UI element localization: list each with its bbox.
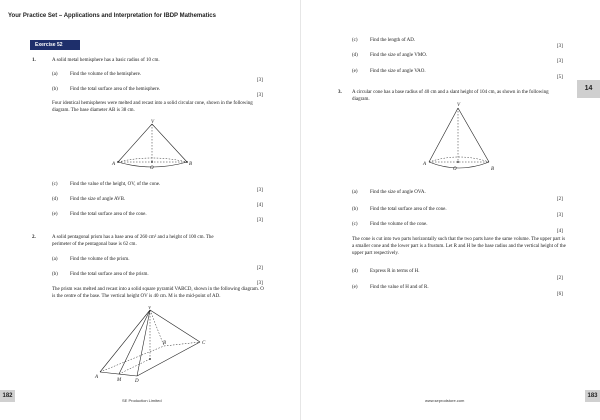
q3a-mark: [2]	[557, 197, 563, 202]
q1e-mark: [3]	[257, 218, 263, 223]
exercise-badge: Exercise 52	[30, 40, 80, 50]
q2-diagram-label-a: A	[95, 375, 99, 380]
q1d-label: (d)	[52, 197, 58, 202]
q2b-mark: [3]	[257, 281, 263, 286]
q2e-text: Find the size of angle VAO.	[370, 69, 426, 74]
q3d-mark: [2]	[557, 276, 563, 281]
q2d-mark: [3]	[557, 59, 563, 64]
q1-text: A solid metal hemisphere has a basic radius of 10 cm.	[52, 58, 160, 63]
q2a-text: Find the volume of the prism.	[70, 257, 130, 262]
q3e-text: Find the value of H and of R.	[370, 285, 429, 290]
q3-diagram-label-a: A	[423, 162, 427, 167]
q3b-label: (b)	[352, 207, 358, 212]
q3c-label: (c)	[352, 222, 358, 227]
q2c-mark: [3]	[557, 44, 563, 49]
q1a-mark: [3]	[257, 78, 263, 83]
q3e-label: (e)	[352, 285, 358, 290]
q3-diagram-label-v: V	[457, 103, 461, 108]
q3a-text: Find the size of angle OVA.	[370, 190, 426, 195]
q2a-label: (a)	[52, 257, 58, 262]
q2-text-line1: A solid pentagonal prism has a base area of 260 cm² and a height of 100 cm. The	[52, 235, 214, 240]
q2-diagram-label-m: M	[117, 378, 122, 382]
q2-number: 2.	[32, 235, 36, 240]
q3d-text: Express R in terms of H.	[370, 269, 420, 274]
q2b-text: Find the total surface area of the prism.	[70, 272, 149, 277]
page-number-left: 182	[0, 390, 15, 402]
q3-text: A circular cone has a base radius of 40 cm and a slant height of 104 cm, as shown in the following diagram.	[352, 90, 549, 102]
q1c-mark: [3]	[257, 188, 263, 193]
q2-diagram-label-d: D	[135, 379, 139, 382]
q1-diagram-label-o: O	[150, 166, 154, 171]
q2e-mark: [5]	[557, 75, 563, 80]
q1d-text: Find the size of angle AVB.	[70, 197, 126, 202]
q1b-mark: [3]	[257, 93, 263, 98]
q1e-text: Find the total surface area of the cone.	[70, 212, 147, 217]
q1a-text: Find the volume of the hemisphere.	[70, 72, 142, 77]
q2e-label: (e)	[352, 69, 358, 74]
q2-diagram-label-b: B	[163, 341, 167, 346]
q1a-label: (a)	[52, 72, 58, 77]
chapter-tab: 14	[577, 80, 600, 98]
footer-left: SE Production Limited	[122, 398, 162, 403]
q1-diagram-label-v: V	[151, 120, 155, 125]
q2c-text: Find the length of AD.	[370, 38, 416, 43]
page-number-right: 183	[585, 390, 600, 402]
q3c-mark: [4]	[557, 229, 563, 234]
q2-paragraph: The prism was melted and recast into a solid square pyramid VABCD, shown in the following diagram. O is the centre of the base. The vertical height OV is 40 cm. M is the mid-point of AD.	[52, 287, 264, 299]
q1-diagram-label-a: A	[112, 162, 116, 167]
q3-paragraph: The cone is cut into two parts horizontally such that the two parts have the same volume. The upper part is a smaller cone and the lower part is a frustum. Let R and H be the base radius and the vertical height of the upper part respectively.	[352, 237, 566, 256]
q2a-mark: [2]	[257, 266, 263, 271]
q1e-label: (e)	[52, 212, 58, 217]
q1-number: 1.	[32, 58, 36, 63]
running-head: Your Practice Set – Applications and Interpretation for IBDP Mathematics	[8, 13, 216, 19]
q1c-label: (c)	[52, 182, 58, 187]
q3-diagram-label-o: O	[453, 167, 457, 172]
q1b-label: (b)	[52, 87, 58, 92]
q1b-text: Find the total surface area of the hemisphere.	[70, 87, 161, 92]
q2c-label: (c)	[352, 38, 358, 43]
q3c-text: Find the volume of the cone.	[370, 222, 428, 227]
q3-diagram-label-b: B	[491, 167, 495, 172]
cone-diagram-q1	[110, 118, 195, 173]
right-page	[300, 0, 600, 420]
cone-diagram-q3	[418, 100, 503, 176]
q3d-label: (d)	[352, 269, 358, 274]
q3b-mark: [3]	[557, 213, 563, 218]
q1-diagram-label-b: B	[189, 162, 193, 167]
q2-diagram-label-c: C	[202, 341, 206, 346]
q3b-text: Find the total surface area of the cone.	[370, 207, 447, 212]
q2-diagram-label-v: V	[148, 306, 152, 311]
pyramid-diagram-q2	[92, 306, 212, 382]
q1-paragraph: Four identical hemispheres were melted and recast into a solid circular cone, shown in the following diagram. The base diameter AB is 38 cm.	[52, 101, 253, 113]
footer-right: www.seprodstore.com	[425, 398, 465, 403]
q1c-text: Find the value of the height, OV, of the cone.	[70, 182, 161, 187]
q3-number: 3.	[338, 90, 342, 95]
q1d-mark: [4]	[257, 203, 263, 208]
q3a-label: (a)	[352, 190, 358, 195]
q2d-label: (d)	[352, 53, 358, 58]
q2-text-line2: perimeter of the pentagonal base is 62 cm.	[52, 242, 137, 247]
q2b-label: (b)	[52, 272, 58, 277]
q2d-text: Find the size of angle VMO.	[370, 53, 428, 58]
q3e-mark: [6]	[557, 292, 563, 297]
